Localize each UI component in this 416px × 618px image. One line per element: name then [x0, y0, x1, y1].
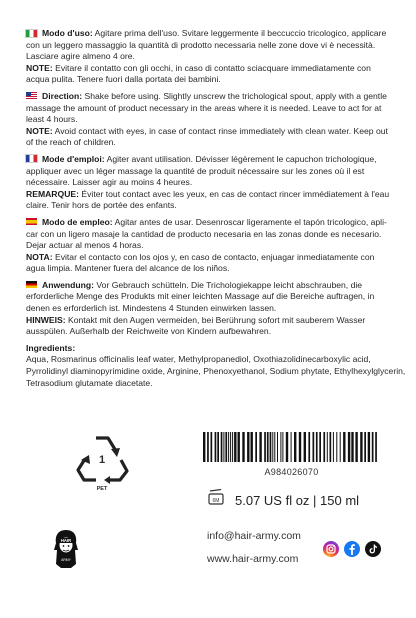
heading-modo-de-empleo: Modo de empleo: [42, 216, 113, 227]
mascot-label: HAIR [60, 538, 72, 543]
section-german [26, 280, 394, 338]
section-french [26, 154, 394, 212]
usage-instructions [26, 28, 406, 394]
ingredients-title: Ingredients: [26, 342, 76, 353]
warning-text: agua limpia. Mantener fuera del alcance de los niños. [26, 263, 230, 274]
instruction-text: car con un ligero masaje la cantidad de producto necesaria en las zonas donde es necesario. [26, 228, 382, 239]
warning-text: Evitar el contacto con los ojos y, en caso de contacto, enjuagar inmediatamente con [52, 251, 375, 262]
instruction-text: Agitare prima dell'uso. Svitare leggermente il beccuccio tricologico, applicare [92, 28, 387, 38]
heading-anwendung: Anwendung: [42, 279, 95, 290]
warning-text: Avoid contact with eyes, in case of contact rinse immediately with clean water. Keep out [52, 125, 388, 136]
website-link[interactable]: www.hair-army.com [207, 553, 299, 565]
section-italian [26, 28, 394, 86]
barcode-icon [203, 432, 380, 462]
product-volume: 5.07 US fl oz | 150 ml [235, 493, 360, 508]
facebook-icon[interactable] [344, 541, 360, 557]
heading-note: NOTE: [26, 62, 53, 73]
heading-modo-duso: Modo d'uso: [42, 28, 93, 38]
instruction-text: Agiter avant utilisation. Dévisser légèrement le capuchon trichologique, [104, 153, 377, 164]
warning-text: Kontakt mit den Augen vermeiden, bei Berührung sofort mit sauberem Wasser [65, 314, 366, 325]
section-english [26, 91, 394, 149]
italy-flag-icon [26, 30, 37, 37]
warning-text: Evitare il contatto con gli occhi, in caso di contatto sciacquare immediatamente con [52, 62, 371, 73]
tiktok-icon[interactable] [365, 541, 381, 557]
instruction-text: nécessaire. Laisser agir au moins 4 heures. [26, 177, 193, 188]
ingredients-line: Pyrrolidinyl diaminopyrimidine oxide, Arginine, Phenoxyethanol, Sodium phytate, Ethylhexylglycerin, [26, 366, 406, 377]
instruction-text: Shake before using. Slightly unscrew the trichological spout, apply with a gentle [82, 90, 387, 101]
recycling-code: 1 [98, 454, 106, 466]
mascot-sublabel: ARMY [61, 558, 71, 562]
warning-text: of the reach of children. [26, 137, 116, 148]
instruction-text: massage the amount of product necessary in the areas where it is needed. Leave to act for at [26, 102, 382, 113]
instruction-text: Lasciare agire almeno 4 ore. [26, 51, 135, 62]
heading-note: NOTE: [26, 125, 53, 136]
section-spanish [26, 217, 394, 275]
instagram-icon[interactable] [323, 541, 339, 557]
instruction-text: Dejar actuar al menos 4 horas. [26, 240, 144, 251]
ingredients-section [26, 342, 406, 389]
recycling-material: PET [96, 486, 108, 492]
ingredients-line: Tetrasodium glutamate diacetate. [26, 377, 153, 388]
pao-label: 6M [212, 498, 220, 504]
heading-hinweis: HINWEIS: [26, 314, 66, 325]
instruction-text: Agitar antes de usar. Desenroscar ligeramente el tapón tricologico, apli- [112, 216, 387, 227]
brand-mascot-icon [52, 528, 80, 570]
instruction-text: appliquer avec un léger massage la quantité de produit nécessaire sur les zones où il est [26, 165, 365, 176]
spain-flag-icon [26, 218, 37, 225]
instruction-text: con un leggero massaggio la quantità di prodotto necessaria nelle zone dove vi è necessità. [26, 39, 376, 50]
usa-flag-icon [26, 92, 37, 99]
france-flag-icon [26, 155, 37, 162]
germany-flag-icon [26, 281, 37, 288]
contact-email[interactable]: info@hair-army.com [207, 530, 301, 542]
warning-text: acqua pulita. Tenere fuori dalla portata dei bambini. [26, 74, 221, 85]
instruction-text: denen es erforderlich ist. Mindestens 4 Stunden einwirken lassen. [26, 303, 277, 314]
barcode-number: A984026070 [264, 467, 319, 477]
heading-direction: Direction: [42, 90, 83, 101]
heading-remarque: REMARQUE: [26, 188, 79, 199]
recycling-symbol [72, 432, 132, 494]
open-jar-icon [207, 488, 225, 506]
instruction-text: erforderliche Menge des Produkts mit einer leichten Massage auf die Bereiche auftragen, in [26, 291, 375, 302]
warning-text: claire. Tenir hors de portée des enfants. [26, 200, 177, 211]
heading-mode-demploi: Mode d'emploi: [42, 153, 105, 164]
warning-text: Éviter tout contact avec les yeux, en cas de contact rincer immédiatement à l'eau [79, 188, 390, 199]
heading-nota: NOTA: [26, 251, 53, 262]
instruction-text: Vor Gebrauch schütteln. Die Trichologiekappe leicht abschrauben, die [94, 279, 363, 290]
instruction-text: least 4 hours. [26, 114, 78, 125]
ingredients-line: Aqua, Rosmarinus officinalis leaf water, Methylpropanediol, Oxothiazolidinecarboxylic acid, [26, 354, 371, 365]
warning-text: ausspülen. Außerhalb der Reichweite von Kindern aufbewahren. [26, 326, 272, 337]
